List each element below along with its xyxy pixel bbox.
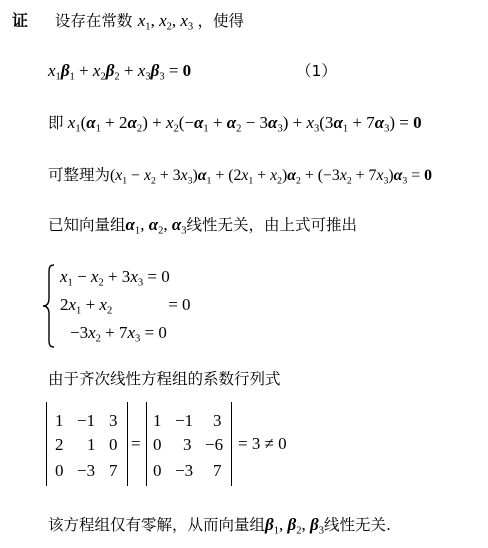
det-b-cell: −3 — [175, 461, 194, 480]
intro-var-3: x — [180, 11, 188, 30]
known-suffix: 线性无关，由上式可推出 — [186, 216, 358, 234]
determinant-result: = 3 ≠ 0 — [238, 434, 287, 453]
left-brace-icon — [42, 264, 56, 348]
system-row-2: $2x_1 + x_2 = 0$ — [60, 295, 191, 317]
equation-1-rhs: 0 — [182, 61, 192, 80]
det-b-cell: −1 — [175, 411, 194, 430]
det-a-cell: 2 — [55, 435, 64, 454]
det-a-cell: −1 — [77, 411, 96, 430]
conclusion-line: 该方程组仅有零解，从而向量组$\beta_1$, $\beta_2$, $\beta_3$线性无关. — [48, 515, 391, 537]
det-b-cell: 0 — [153, 435, 162, 454]
determinant-a — [46, 402, 128, 486]
determinant-b — [146, 402, 232, 486]
system-row-3: $-3x_2 + 7x_3 = 0$ — [70, 323, 167, 345]
equation-3-prefix: 可整理为 — [48, 166, 111, 184]
equation-2: 即 $x_1(\alpha_1 + 2\alpha_2) + x_2(-\alpha_1 + \alpha_2 - 3\alpha_3) + x_3(3\alpha_1 + 7\alpha_3) = 0$ — [48, 113, 422, 135]
det-a-cell: −3 — [77, 461, 96, 480]
det-b-cell: 1 — [153, 411, 162, 430]
det-a-cell: 7 — [109, 461, 118, 480]
intro-var-2: x — [159, 11, 167, 30]
det-a-cell: 0 — [55, 461, 64, 480]
det-b-cell: 0 — [153, 461, 162, 480]
intro-tail: ，使得 — [197, 12, 244, 30]
det-b-cell: −6 — [205, 435, 224, 454]
known-line: 已知向量组$\alpha_1$, $\alpha_2$, $\alpha_3$线性无关，由上式可推出 — [48, 215, 358, 237]
equation-system — [42, 264, 222, 348]
det-a-cell: 3 — [109, 411, 118, 430]
determinant-intro: 由于齐次线性方程组的系数行列式 — [48, 370, 281, 388]
det-a-cell: 1 — [55, 411, 64, 430]
det-b-cell: 7 — [213, 461, 222, 480]
det-a-cell: 1 — [87, 435, 96, 454]
known-prefix: 已知向量组 — [48, 216, 126, 234]
intro-var-1: x — [137, 11, 146, 30]
equation-2-prefix: 即 — [48, 114, 64, 132]
system-row-1: $x_1 - x_2 + 3x_3 = 0$ — [60, 267, 170, 289]
det-b-cell: 3 — [183, 435, 192, 454]
det-a-cell: 0 — [109, 435, 118, 454]
proof-label: 证 — [12, 11, 29, 30]
equation-1: $x_1\beta_1 + x_2\beta_2 + x_3\beta_3 = 0$ — [48, 61, 192, 83]
det-b-cell: 3 — [213, 411, 222, 430]
conclusion-prefix: 该方程组仅有零解，从而向量组 — [48, 516, 266, 534]
equation-1-tag: （1） — [296, 62, 337, 80]
intro-text: 设存在常数 — [54, 12, 133, 30]
intro-line: 证 设存在常数 $x_1$, $x_2$, $x_3$ ，使得 — [12, 11, 244, 33]
conclusion-suffix: 线性无关. — [323, 516, 391, 534]
equation-3: 可整理为$(x_1 - x_2 + 3x_3)\alpha_1 + (2x_1 + x_2)\alpha_2 + (-3x_2 + 7x_3)\alpha_3 = 0$ — [48, 166, 432, 187]
equals-sign: = — [131, 434, 141, 453]
